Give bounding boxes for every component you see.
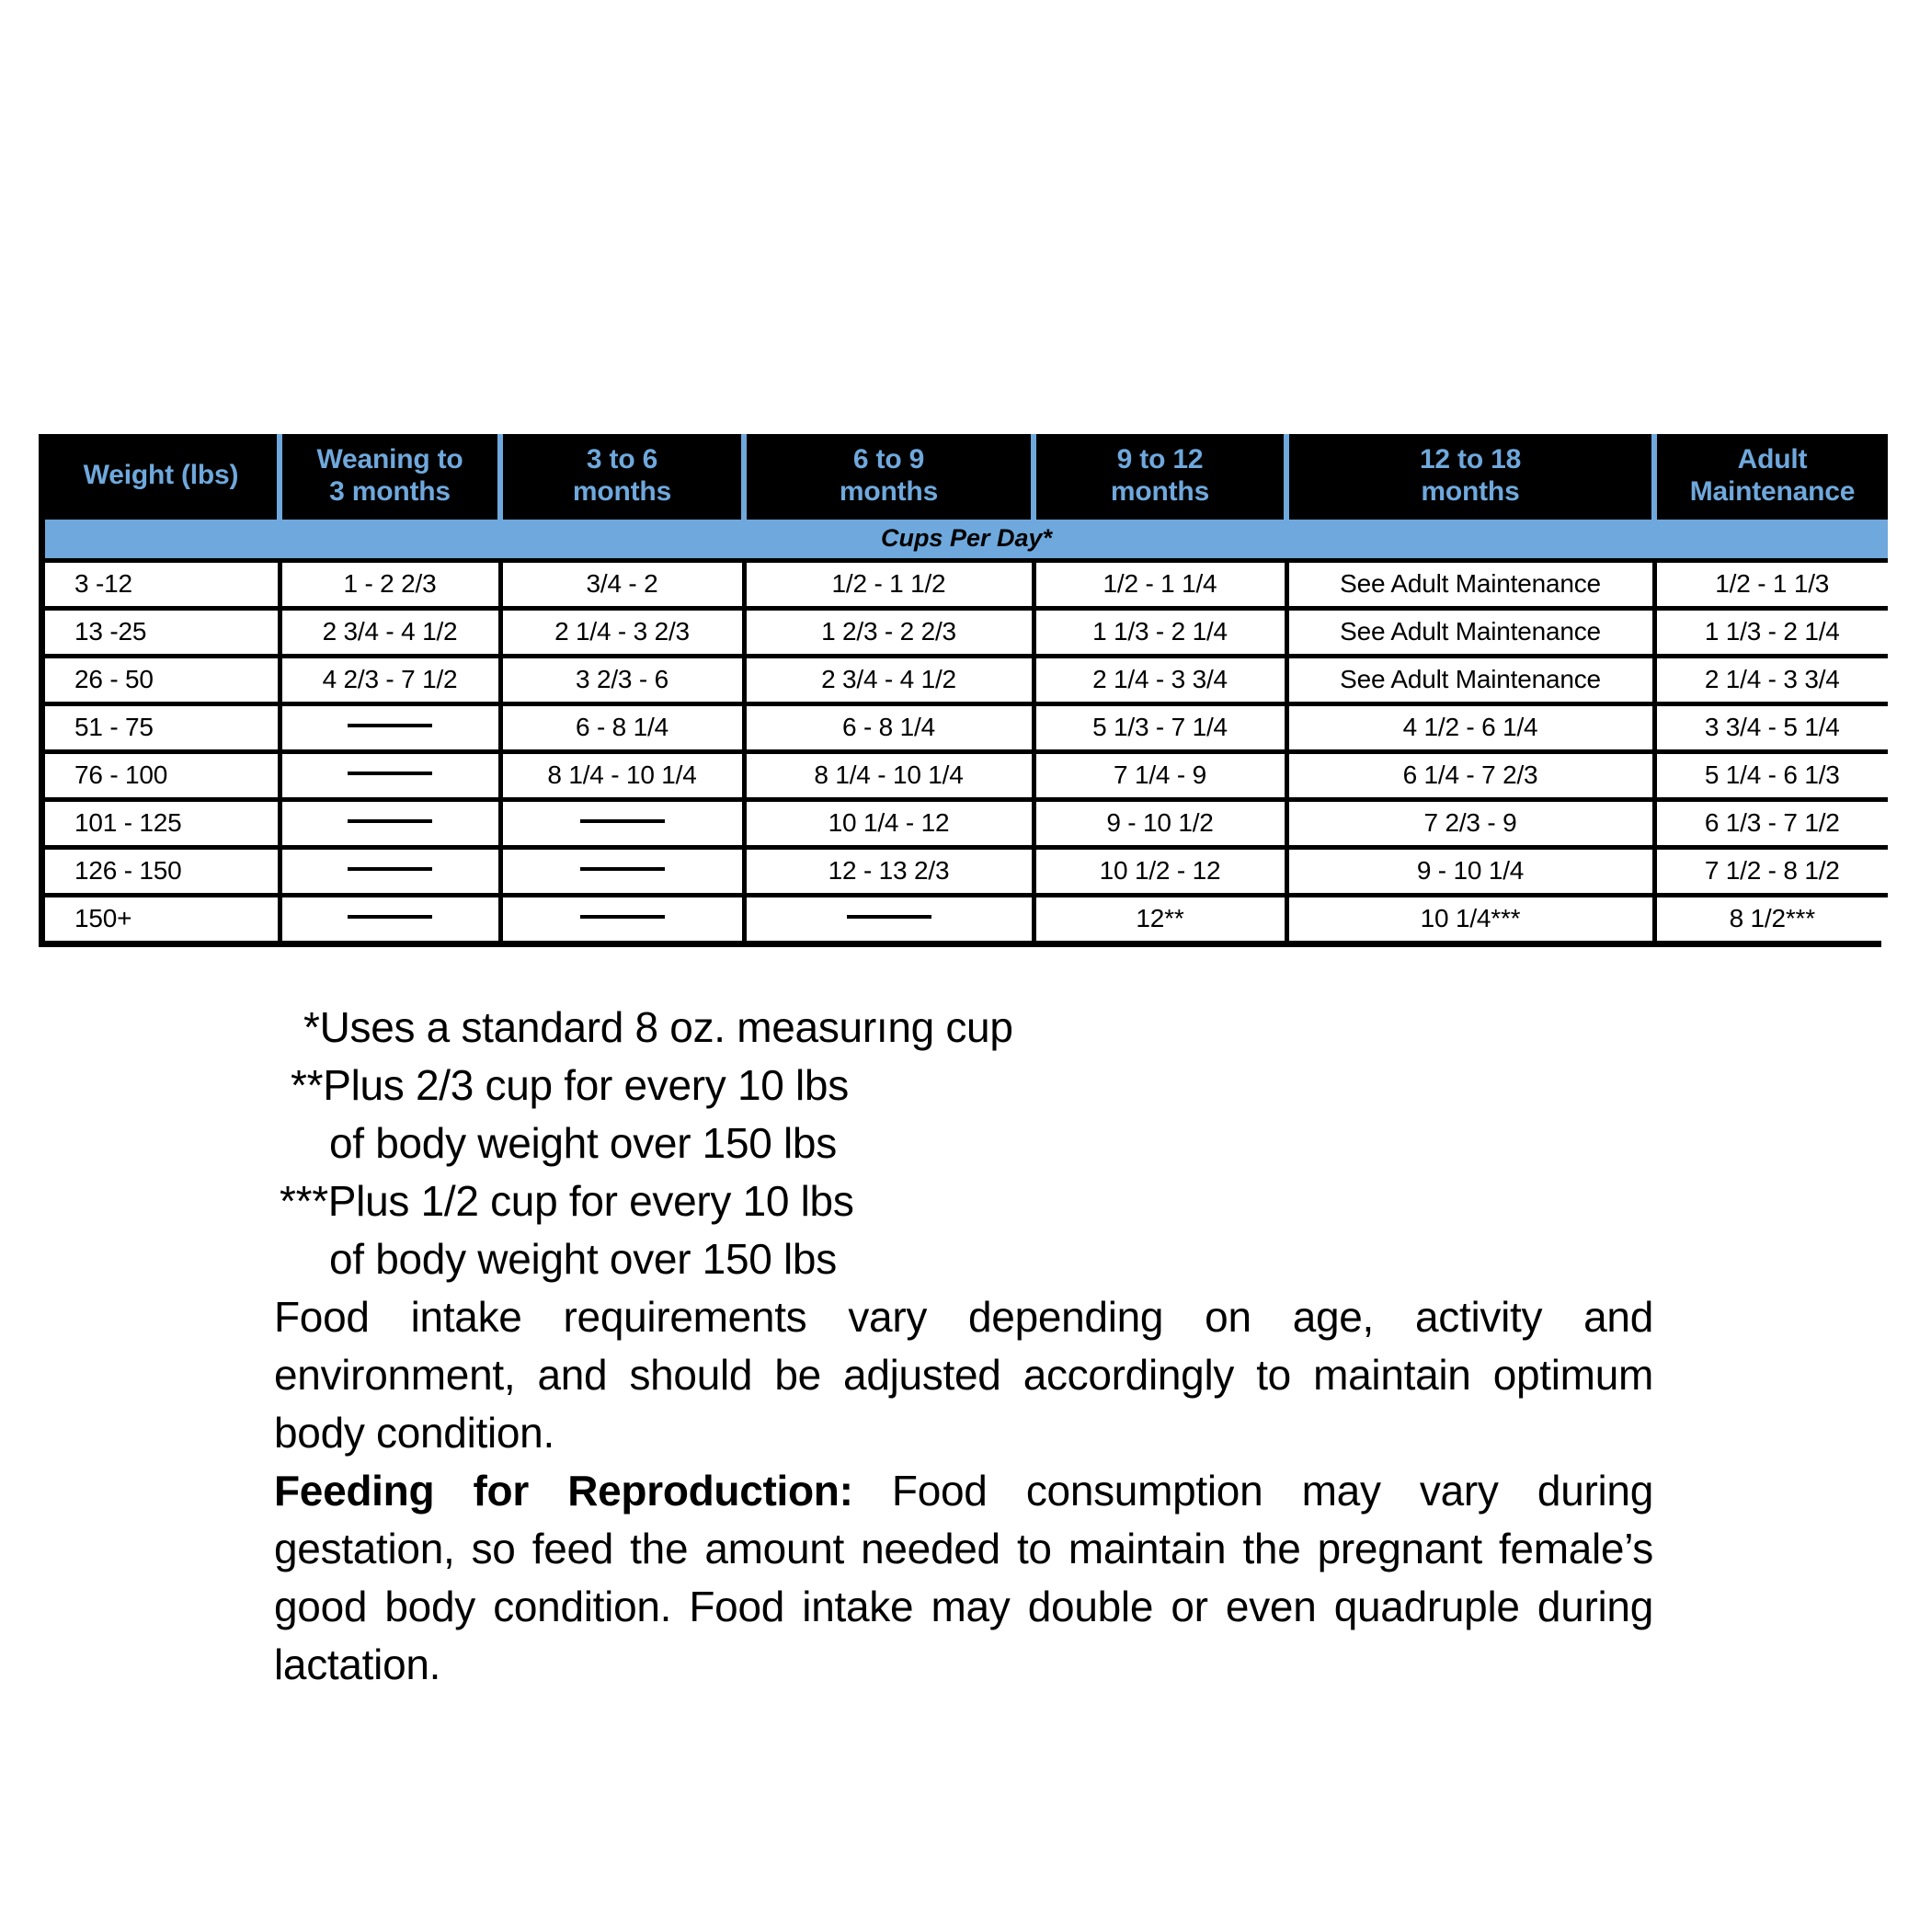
cell-6-to-9-months: 1 2/3 - 2 2/3 xyxy=(744,608,1034,656)
column-header-weaning-to-3-months xyxy=(280,434,500,520)
footnote-plus-two-thirds-line2: of body weight over 150 lbs xyxy=(329,1119,837,1167)
table-header xyxy=(45,434,1888,560)
feeding-for-reproduction-heading: Feeding for Reproduction: xyxy=(274,1467,853,1515)
table-row xyxy=(45,560,1888,608)
footnote-plus-two-thirds-line1: **Plus 2/3 cup for every 10 lbs xyxy=(291,1061,849,1109)
cell-adult-maintenance: 1 1/3 - 2 1/4 xyxy=(1654,608,1888,656)
cell-adult-maintenance: 5 1/4 - 6 1/3 xyxy=(1654,751,1888,799)
cell-weight: 150+ xyxy=(45,895,280,941)
column-header-9-to-12-months-label: 9 to 12 months xyxy=(1110,444,1210,507)
cell-6-to-9-months: 2 3/4 - 4 1/2 xyxy=(744,656,1034,703)
cell-9-to-12-months: 9 - 10 1/2 xyxy=(1034,799,1286,847)
cell-weaning-to-3-months xyxy=(280,895,500,941)
cell-12-to-18-months: 7 2/3 - 9 xyxy=(1286,799,1654,847)
cell-12-to-18-months: 9 - 10 1/4 xyxy=(1286,847,1654,895)
column-header-weaning-to-3-months-label: Weaning to 3 months xyxy=(316,444,463,507)
cell-3-to-6-months: 3/4 - 2 xyxy=(500,560,744,608)
cell-weight: 26 - 50 xyxy=(45,656,280,703)
column-header-12-to-18-months-label: 12 to 18 months xyxy=(1419,444,1522,507)
cell-weight: 51 - 75 xyxy=(45,703,280,751)
cell-weaning-to-3-months xyxy=(280,847,500,895)
no-value-dash xyxy=(348,724,432,727)
feeding-chart-table-frame xyxy=(39,434,1881,947)
cell-weight: 101 - 125 xyxy=(45,799,280,847)
column-header-adult-maintenance-label: Adult Maintenance xyxy=(1689,444,1856,507)
cell-adult-maintenance: 8 1/2*** xyxy=(1654,895,1888,941)
no-value-dash xyxy=(348,915,432,919)
feeding-chart-table-container xyxy=(39,434,1881,947)
cell-weaning-to-3-months: 2 3/4 - 4 1/2 xyxy=(280,608,500,656)
cell-weight: 3 -12 xyxy=(45,560,280,608)
cell-weight: 13 -25 xyxy=(45,608,280,656)
cell-6-to-9-months: 12 - 13 2/3 xyxy=(744,847,1034,895)
notes-block xyxy=(274,999,1670,1694)
cell-9-to-12-months: 1 1/3 - 2 1/4 xyxy=(1034,608,1286,656)
paragraph-food-intake-requirements: Food intake requirements vary depending on age, activity and environment, and should be adjusted accordingly to maintain optimum body condition. xyxy=(274,1293,1653,1457)
column-header-adult-maintenance xyxy=(1654,434,1888,520)
table-row xyxy=(45,799,1888,847)
table-row xyxy=(45,703,1888,751)
cell-adult-maintenance: 3 3/4 - 5 1/4 xyxy=(1654,703,1888,751)
cell-3-to-6-months: 2 1/4 - 3 2/3 xyxy=(500,608,744,656)
table-header-row xyxy=(45,434,1888,520)
column-header-9-to-12-months xyxy=(1034,434,1286,520)
cell-weaning-to-3-months xyxy=(280,751,500,799)
cell-3-to-6-months: 8 1/4 - 10 1/4 xyxy=(500,751,744,799)
cell-9-to-12-months: 10 1/2 - 12 xyxy=(1034,847,1286,895)
no-value-dash xyxy=(580,915,665,919)
no-value-dash xyxy=(847,915,931,919)
cell-12-to-18-months: See Adult Maintenance xyxy=(1286,656,1654,703)
cell-adult-maintenance: 7 1/2 - 8 1/2 xyxy=(1654,847,1888,895)
table-row xyxy=(45,751,1888,799)
cell-adult-maintenance: 6 1/3 - 7 1/2 xyxy=(1654,799,1888,847)
feeding-for-reproduction-body: Food consumption may vary during gestation, so feed the amount needed to maintain the pregnant female’s good body condition. Food intake may double or even quadruple during lactation. xyxy=(274,1467,1653,1688)
cell-weaning-to-3-months xyxy=(280,799,500,847)
column-header-3-to-6-months xyxy=(500,434,744,520)
column-header-3-to-6-months-label: 3 to 6 months xyxy=(572,444,672,507)
cell-adult-maintenance: 1/2 - 1 1/3 xyxy=(1654,560,1888,608)
column-header-weight xyxy=(45,434,280,520)
paragraph-feeding-for-reproduction xyxy=(274,1462,1653,1694)
cell-12-to-18-months: See Adult Maintenance xyxy=(1286,608,1654,656)
cups-per-day-band xyxy=(45,520,1888,561)
table-row xyxy=(45,656,1888,703)
no-value-dash xyxy=(348,772,432,775)
cell-12-to-18-months: 10 1/4*** xyxy=(1286,895,1654,941)
cell-weight: 126 - 150 xyxy=(45,847,280,895)
cell-9-to-12-months: 12** xyxy=(1034,895,1286,941)
table-body xyxy=(45,560,1888,941)
column-header-weight-label: Weight (lbs) xyxy=(83,460,239,491)
cell-9-to-12-months: 5 1/3 - 7 1/4 xyxy=(1034,703,1286,751)
cell-9-to-12-months: 7 1/4 - 9 xyxy=(1034,751,1286,799)
column-header-6-to-9-months xyxy=(744,434,1034,520)
cell-weight: 76 - 100 xyxy=(45,751,280,799)
cell-3-to-6-months xyxy=(500,847,744,895)
cell-weaning-to-3-months: 4 2/3 - 7 1/2 xyxy=(280,656,500,703)
cell-6-to-9-months: 8 1/4 - 10 1/4 xyxy=(744,751,1034,799)
footnote-plus-one-half-line1: ***Plus 1/2 cup for every 10 lbs xyxy=(280,1177,854,1225)
cell-12-to-18-months: 6 1/4 - 7 2/3 xyxy=(1286,751,1654,799)
footnote-measuring-cup: *Uses a standard 8 oz. measurıng cup xyxy=(303,1003,1013,1051)
no-value-dash xyxy=(580,867,665,871)
table-row xyxy=(45,895,1888,941)
cell-6-to-9-months xyxy=(744,895,1034,941)
cell-3-to-6-months xyxy=(500,895,744,941)
cell-12-to-18-months: 4 1/2 - 6 1/4 xyxy=(1286,703,1654,751)
cell-6-to-9-months: 1/2 - 1 1/2 xyxy=(744,560,1034,608)
cell-9-to-12-months: 1/2 - 1 1/4 xyxy=(1034,560,1286,608)
cell-6-to-9-months: 10 1/4 - 12 xyxy=(744,799,1034,847)
table-row xyxy=(45,608,1888,656)
cell-9-to-12-months: 2 1/4 - 3 3/4 xyxy=(1034,656,1286,703)
cell-3-to-6-months: 6 - 8 1/4 xyxy=(500,703,744,751)
column-header-6-to-9-months-label: 6 to 9 months xyxy=(839,444,939,507)
footnote-plus-one-half-line2: of body weight over 150 lbs xyxy=(329,1235,837,1283)
cell-6-to-9-months: 6 - 8 1/4 xyxy=(744,703,1034,751)
cell-3-to-6-months xyxy=(500,799,744,847)
cell-weaning-to-3-months: 1 - 2 2/3 xyxy=(280,560,500,608)
column-header-12-to-18-months xyxy=(1286,434,1654,520)
cell-weaning-to-3-months xyxy=(280,703,500,751)
cell-12-to-18-months: See Adult Maintenance xyxy=(1286,560,1654,608)
cell-adult-maintenance: 2 1/4 - 3 3/4 xyxy=(1654,656,1888,703)
no-value-dash xyxy=(348,819,432,823)
table-row xyxy=(45,847,1888,895)
no-value-dash xyxy=(580,819,665,823)
feeding-chart-table xyxy=(45,434,1888,941)
cell-3-to-6-months: 3 2/3 - 6 xyxy=(500,656,744,703)
no-value-dash xyxy=(348,867,432,871)
cups-per-day-label: Cups Per Day* xyxy=(45,520,1888,561)
